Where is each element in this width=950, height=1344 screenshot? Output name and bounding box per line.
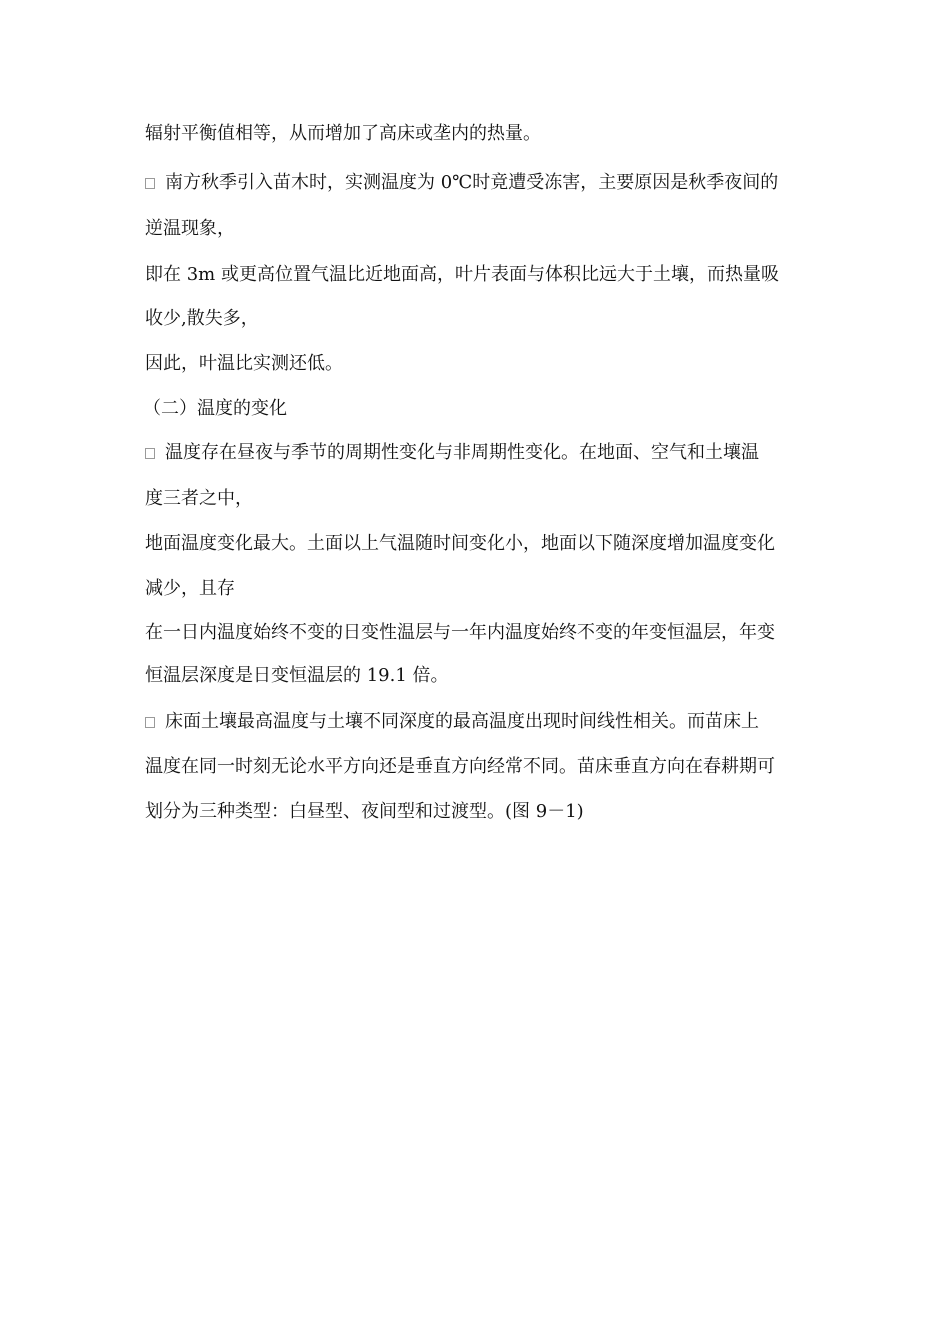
text-line: 度三者之中， [145,488,253,509]
text-line: 地面温度变化最大。土面以上气温随时间变化小，地面以下随深度增加温度变化 [145,533,775,554]
bullet-box-icon [145,448,155,459]
text-line: 温度在同一时刻无论水平方向还是垂直方向经常不同。苗床垂直方向在春耕期可 [145,756,775,777]
text-line: 因此，叶温比实测还低。 [145,353,343,374]
text-line: 划分为三种类型：白昼型、夜间型和过渡型。(图 9－1) [145,801,584,822]
text-line: 辐射平衡值相等，从而增加了高床或垄内的热量。 [145,123,541,144]
bullet-box-icon [145,717,155,728]
text-line: 在一日内温度始终不变的日变性温层与一年内温度始终不变的年变恒温层，年变 [145,622,775,643]
bullet-box-icon [145,178,155,189]
bullet-paragraph: 南方秋季引入苗木时，实测温度为 0℃时竟遭受冻害，主要原因是秋季夜间的 [145,171,815,195]
text-line: 收少,散失多， [145,308,259,329]
section-heading: （二）温度的变化 [143,398,287,419]
text-line: 减少，且存 [145,578,235,599]
text-line: 逆温现象， [145,218,235,239]
text-line: 即在 3m 或更高位置气温比近地面高，叶片表面与体积比远大于土壤，而热量吸 [145,264,779,285]
bullet-paragraph: 温度存在昼夜与季节的周期性变化与非周期性变化。在地面、空气和土壤温 [145,441,815,465]
bullet-paragraph: 床面土壤最高温度与土壤不同深度的最高温度出现时间线性相关。而苗床上 [145,710,815,734]
text-line: 恒温层深度是日变恒温层的 19.1 倍。 [145,665,449,686]
